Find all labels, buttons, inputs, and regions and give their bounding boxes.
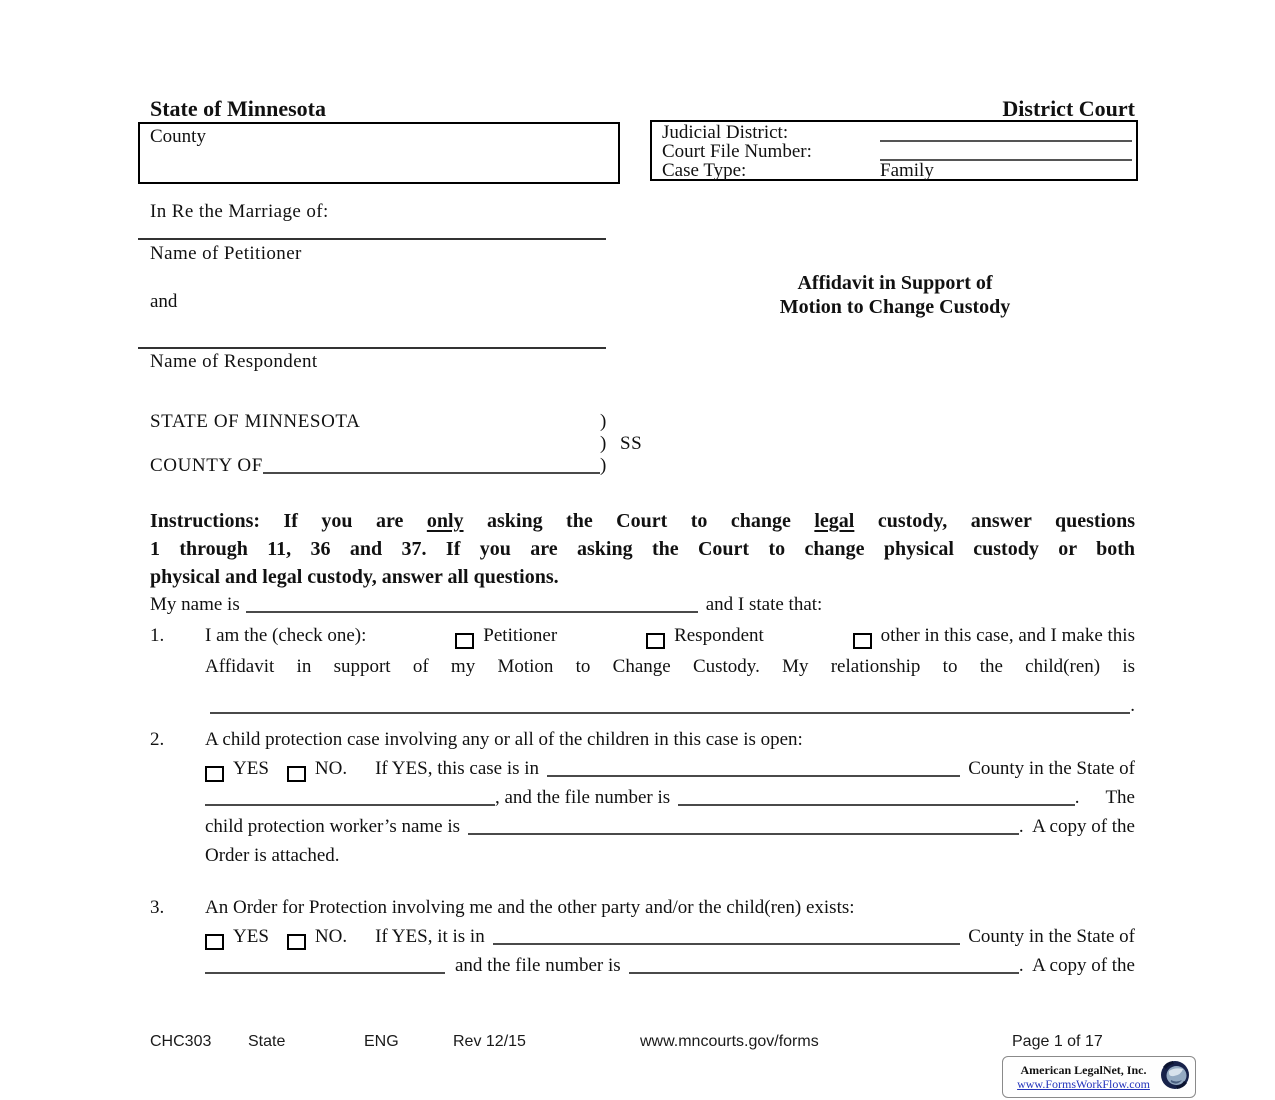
venue-ss-row (150, 433, 670, 455)
county-box (138, 122, 620, 184)
venue-county-row (150, 455, 670, 477)
venue-ss-label: SS (619, 433, 643, 454)
checkbox-item2-yes[interactable] (205, 766, 224, 782)
item-2-line-1: A child protection case involving any or all of the children in this case is open: (205, 729, 803, 750)
item-2-county-input[interactable] (547, 772, 960, 777)
header-district-court-title: District Court (1002, 96, 1135, 121)
item-2-the-text: The (1105, 787, 1135, 808)
underlined-word-legal: legal (814, 510, 855, 532)
item-1-lead: I am the (check one): (205, 625, 367, 646)
item-1-line-3 (205, 695, 1135, 724)
and-label: and (150, 291, 178, 312)
header-state-title: State of Minnesota (150, 96, 326, 121)
instructions-paragraph (150, 507, 1135, 591)
other-option-label: other in this case, and I make this (880, 625, 1135, 646)
item-2-file-number-input[interactable] (678, 801, 1075, 806)
venue-paren-1: ) (600, 411, 607, 432)
other-option (853, 625, 1135, 654)
item-2-worker-name-input[interactable] (468, 830, 1019, 835)
case-type-row (662, 161, 1136, 180)
my-name-label: My name is (150, 594, 240, 615)
relationship-input[interactable] (210, 709, 1130, 714)
my-name-line (150, 594, 1135, 616)
checkbox-petitioner[interactable] (455, 633, 474, 649)
item-2-line-2 (205, 758, 1135, 787)
footer-revision: Rev 12/15 (453, 1033, 526, 1050)
judicial-district-label: Judicial District: (662, 122, 789, 143)
court-file-number-input[interactable] (880, 143, 1132, 161)
footer-language: ENG (364, 1033, 399, 1050)
petitioner-name-input[interactable] (138, 238, 606, 240)
petitioner-option (455, 625, 557, 654)
venue-county-of-label: COUNTY OF (150, 455, 263, 476)
checkbox-respondent[interactable] (646, 633, 665, 649)
item-3-line-3 (205, 955, 1135, 984)
item-1-line-1 (205, 625, 1135, 654)
court-info-box (650, 120, 1138, 181)
respondent-name-input[interactable] (138, 347, 606, 349)
item-3 (150, 897, 1135, 984)
item-2-county-state-text: County in the State of (968, 758, 1135, 779)
item-2-worker-text: child protection worker’s name is (205, 816, 461, 837)
item-2-number: 2. (150, 729, 165, 750)
respondent-label: Name of Respondent (150, 351, 318, 372)
item-1-number: 1. (150, 625, 165, 646)
item-3-if-yes-text: If YES, it is in (375, 926, 485, 947)
item-3-yes-label: YES (233, 926, 269, 947)
legalnet-company-name: American LegalNet, Inc. (1020, 1063, 1147, 1077)
i-state-that-label: and I state that: (705, 594, 823, 615)
item-3-copy-text: . A copy of the (1018, 955, 1135, 976)
item-2-state-input[interactable] (205, 801, 495, 806)
legalnet-globe-icon (1159, 1059, 1191, 1096)
petitioner-option-label: Petitioner (483, 625, 558, 646)
document-title-line1: Affidavit in Support of (797, 272, 993, 294)
checkbox-item3-no[interactable] (287, 934, 306, 950)
respondent-option-label: Respondent (674, 625, 764, 646)
item-2-line-5: Order is attached. (205, 845, 340, 866)
footer-courts-url: www.mncourts.gov/forms (640, 1033, 819, 1050)
footer-form-id: CHC303 (150, 1033, 212, 1050)
item-3-county-state-text: County in the State of (968, 926, 1135, 947)
item-3-and-file-text: and the file number is (455, 955, 621, 976)
respondent-option (646, 625, 764, 654)
instructions-line-2: 1 through 11, 36 and 37. If you are asking the Court to change physical custody or both (150, 538, 1135, 560)
item-2-period: . (1074, 787, 1080, 808)
instructions-line-3: physical and legal custody, answer all questions. (150, 566, 559, 588)
item-2-line-3 (205, 787, 1135, 816)
item-1 (150, 625, 1135, 724)
item-2-if-yes-text: If YES, this case is in (375, 758, 540, 779)
item-3-state-input[interactable] (205, 969, 445, 974)
document-title-line2: Motion to Change Custody (779, 296, 1011, 318)
venue-state-row (150, 411, 670, 433)
judicial-district-row (662, 123, 1136, 142)
case-type-label: Case Type: (662, 160, 747, 181)
checkbox-other[interactable] (853, 633, 872, 649)
petitioner-label: Name of Petitioner (150, 243, 302, 264)
formsworkflow-link[interactable]: www.FormsWorkFlow.com (1017, 1077, 1150, 1091)
checkbox-item3-yes[interactable] (205, 934, 224, 950)
document-title (700, 271, 1090, 319)
footer-state: State (248, 1033, 286, 1050)
judicial-district-input[interactable] (880, 124, 1132, 142)
item-2-and-file-text: , and the file number is (495, 787, 671, 808)
underlined-word-only: only (426, 510, 464, 532)
venue-state-label: STATE OF MINNESOTA (150, 411, 361, 432)
in-re-marriage-label: In Re the Marriage of: (150, 201, 329, 222)
item-2-copy-text: . A copy of the (1018, 816, 1135, 837)
county-label: County (150, 126, 206, 147)
page-footer (0, 1033, 1275, 1055)
item-3-county-input[interactable] (493, 940, 961, 945)
legalnet-badge (1002, 1056, 1196, 1098)
item-2-no-label: NO. (314, 758, 348, 779)
item-3-number: 3. (150, 897, 165, 918)
item-3-line-2 (205, 926, 1135, 955)
venue-block (150, 411, 670, 477)
item-2-yes-label: YES (233, 758, 269, 779)
item-1-line-2: Affidavit in support of my Motion to Change Custody. My relationship to the child(ren) is (205, 656, 1135, 677)
item-2-line-4 (205, 816, 1135, 845)
case-type-value: Family (880, 160, 934, 181)
item-3-line-1: An Order for Protection involving me and the other party and/or the child(ren) exists: (205, 897, 855, 918)
court-file-number-label: Court File Number: (662, 141, 812, 162)
item-2 (150, 729, 1135, 874)
instructions-line-1: Instructions: If you are only asking the Court to change legal custody, answer questions (150, 510, 1135, 532)
footer-page-number: Page 1 of 17 (1012, 1033, 1103, 1050)
venue-county-input[interactable] (263, 469, 600, 474)
venue-paren-2: ) (600, 433, 607, 454)
item-3-file-number-input[interactable] (629, 969, 1019, 974)
my-name-input[interactable] (246, 608, 698, 613)
venue-paren-3: ) (600, 455, 607, 476)
checkbox-item2-no[interactable] (287, 766, 306, 782)
court-file-number-row (662, 142, 1136, 161)
item-1-period: . (1130, 695, 1135, 716)
item-3-no-label: NO. (314, 926, 348, 947)
